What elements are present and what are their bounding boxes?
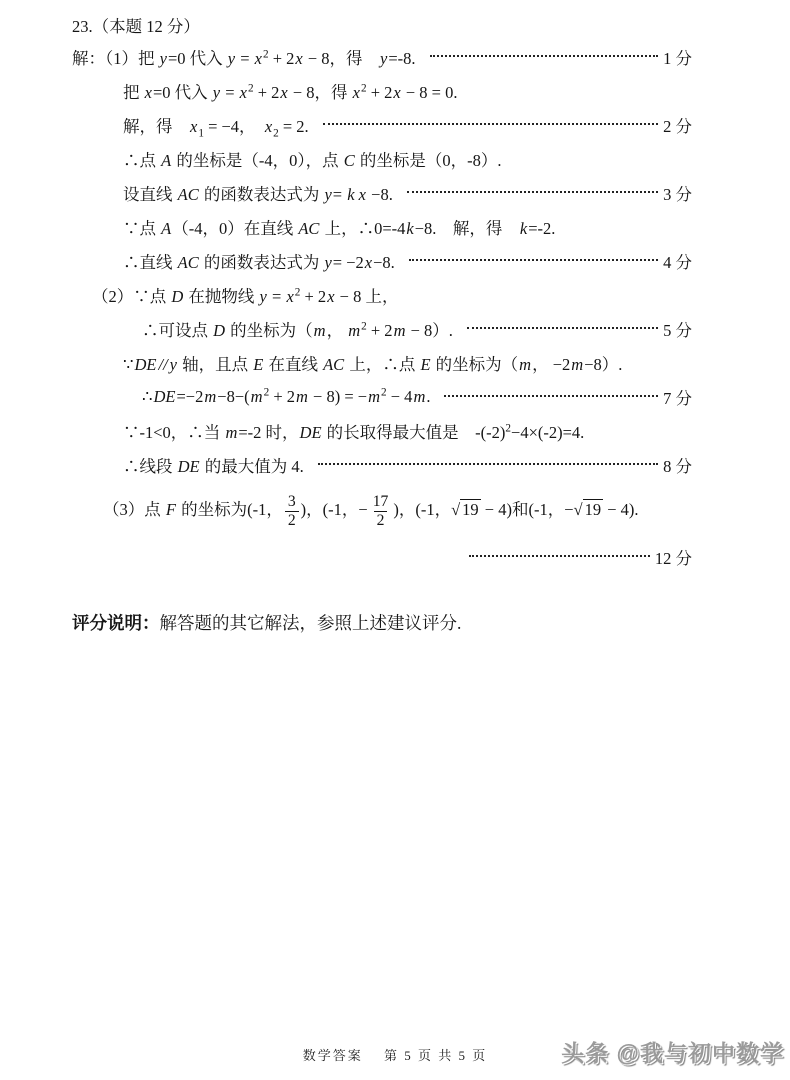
math-variable: // [158, 355, 168, 374]
line-content [123, 215, 555, 239]
math-variable: x [286, 287, 294, 306]
plain-text: − 4 [386, 387, 413, 406]
fraction-denominator: 2 [374, 511, 388, 530]
math-variable: E [253, 355, 264, 374]
score-label: 5 分 [663, 321, 692, 340]
solution-line [123, 414, 692, 448]
math-variable: m [225, 423, 238, 442]
fraction-denominator: 2 [285, 511, 299, 530]
math-variable: D [213, 321, 226, 340]
plain-text: ∴直线 [123, 253, 177, 272]
dotted-leader [407, 191, 658, 193]
plain-text: −8−( [217, 387, 250, 406]
plain-text: − 8 上， [335, 287, 399, 306]
plain-text: 在抛物线 [184, 287, 259, 306]
plain-text: − 4). [603, 499, 639, 519]
math-variable: k [406, 219, 414, 238]
math-variable: AC [298, 219, 320, 238]
watermark: 头条 @我与初中数学 [561, 1040, 784, 1066]
solution-line [142, 380, 692, 414]
plain-text: =-2. [528, 219, 556, 238]
line-content [72, 45, 416, 69]
math-variable: y [259, 287, 267, 306]
plain-text: − 8) = − [308, 387, 368, 406]
plain-text: −8. 解，得 [414, 219, 519, 238]
plain-text: −8. [367, 185, 393, 204]
line-content [123, 453, 304, 477]
dotted-leader [318, 463, 658, 465]
math-variable: m [250, 387, 263, 406]
plain-text: + 2 [366, 321, 393, 340]
solution-line [123, 448, 692, 482]
plain-text: = [332, 185, 347, 204]
plain-text: = [221, 83, 239, 102]
plain-text: + 2 [253, 83, 280, 102]
math-variable: y [212, 83, 221, 102]
plain-text: ， [326, 321, 348, 340]
line-content [123, 79, 458, 103]
footer-page-info: 第 5 页 共 5 页 [384, 1048, 488, 1063]
plain-text: 上，∴0=-4 [320, 219, 406, 238]
problem-header [72, 10, 692, 40]
math-variable: x [327, 287, 335, 306]
math-variable: x [264, 117, 273, 136]
plain-text: = [267, 287, 286, 306]
solution-line [123, 74, 692, 108]
plain-text: ∵-1<0，∴当 [123, 423, 225, 442]
math-variable: x [393, 83, 401, 102]
dotted-leader [323, 123, 658, 125]
plain-text: −4×(-2)=4. [511, 423, 585, 442]
solution-lines [72, 40, 692, 574]
plain-text: （-4，0）在直线 [172, 219, 298, 238]
math-variable: m [296, 387, 308, 406]
superscript: 2 [361, 82, 367, 95]
plain-text: =-2 时， [238, 423, 299, 442]
line-content [123, 249, 395, 273]
dotted-leader [444, 395, 658, 397]
fraction [370, 493, 392, 529]
math-variable: y [169, 355, 177, 374]
math-variable: DE [134, 355, 157, 374]
radical-sign: √ [451, 499, 461, 519]
math-variable: x [352, 83, 360, 102]
solution-line [123, 244, 692, 278]
plain-text: + 2 [300, 287, 327, 306]
plain-text: 的长取得最大值是 -(-2) [322, 423, 506, 442]
math-variable: AC [177, 253, 199, 272]
plain-text: − 8，得 [303, 49, 380, 68]
superscript: 2 [505, 422, 512, 435]
plain-text: 轴，且点 [178, 355, 253, 374]
math-variable: x [239, 83, 247, 102]
plain-text: + 2 [268, 49, 295, 68]
superscript: 2 [247, 82, 254, 95]
math-variable: x [364, 253, 373, 272]
dotted-leader [469, 555, 650, 557]
plain-text: ， −2 [532, 355, 571, 374]
math-variable: x [295, 49, 303, 68]
solution-line [123, 108, 692, 142]
plain-text: = [236, 49, 254, 68]
math-variable: k x [347, 185, 367, 204]
math-variable: m [571, 355, 584, 374]
plain-text: − 4)和(-1，− [480, 499, 574, 519]
plain-text: −8. [373, 253, 395, 272]
math-variable: AC [323, 355, 345, 374]
math-variable: F [165, 499, 176, 519]
math-variable: y [324, 185, 332, 204]
dotted-leader [430, 55, 659, 57]
line-content [123, 419, 584, 443]
plain-text: 的函数表达式为 [199, 185, 324, 204]
plain-text: =−2 [176, 387, 204, 406]
math-variable: D [171, 287, 184, 306]
score-label: 8 分 [663, 457, 692, 476]
score-label: 4 分 [663, 253, 692, 272]
solution-line [142, 312, 692, 346]
plain-text: − 8，得 [288, 83, 352, 102]
footer-doc-title: 数学答案 [302, 1048, 363, 1063]
plain-text: 解，得 [123, 117, 189, 136]
math-variable: y [227, 49, 236, 68]
radicand: 19 [462, 499, 479, 519]
solution-line [123, 346, 692, 380]
solution-line [123, 210, 692, 244]
math-variable: DE [153, 387, 176, 406]
problem-title: 23.（本题 12 分） [72, 17, 200, 36]
math-variable: m [348, 321, 361, 340]
plain-text: ∴线段 [123, 457, 177, 476]
scoring-note [72, 610, 692, 635]
plain-text: ∵ [123, 355, 134, 374]
math-variable: C [343, 151, 355, 170]
solution-line [72, 40, 692, 74]
plain-text: ∵点 [123, 219, 161, 238]
plain-text: + 2 [269, 387, 295, 406]
math-variable: x [280, 83, 288, 102]
math-variable: A [161, 151, 172, 170]
subscript: 2 [273, 127, 279, 140]
plain-text: =0 代入 [167, 49, 227, 68]
line-content [92, 283, 398, 307]
math-variable: AC [177, 185, 199, 204]
plain-text: −8）. [584, 355, 623, 374]
dotted-leader [409, 259, 658, 261]
plain-text: − 8）. [406, 321, 453, 340]
fraction-numerator: 3 [287, 492, 296, 510]
fraction [285, 493, 299, 529]
math-variable: m [393, 321, 406, 340]
plain-text: 的最大值为 4. [200, 457, 304, 476]
math-variable: m [519, 355, 532, 374]
plain-text: 的坐标是（-4，0），点 [172, 151, 343, 170]
fraction-numerator: 17 [372, 492, 389, 510]
sqrt-expression [451, 499, 481, 519]
plain-text: )，(-1， [393, 499, 452, 519]
plain-text: （2）∵点 [92, 287, 171, 306]
solution-line [123, 176, 692, 210]
plain-text: 上，∴点 [345, 355, 420, 374]
plain-text: 把 [123, 83, 144, 102]
superscript: 2 [361, 320, 367, 333]
score-label: 12 分 [654, 549, 692, 568]
math-variable: y [324, 253, 332, 272]
plain-text: ∴点 [123, 151, 161, 170]
math-variable: x [254, 49, 262, 68]
line-content [142, 387, 430, 407]
math-variable: E [420, 355, 431, 374]
solution-line [123, 142, 692, 176]
plain-text: （3）点 [103, 499, 165, 519]
solution-line [455, 540, 692, 574]
superscript: 2 [263, 386, 270, 399]
superscript: 2 [381, 386, 387, 399]
math-variable: A [161, 219, 172, 238]
line-content [142, 317, 453, 341]
math-variable: m [313, 321, 326, 340]
math-variable: y [380, 49, 388, 68]
plain-text: ∴可设点 [142, 321, 213, 340]
score-label: 7 分 [663, 389, 692, 408]
plain-text: )，(-1，− [300, 499, 368, 519]
plain-text: 的坐标为（ [226, 321, 313, 340]
plain-text: . [426, 387, 431, 406]
solution-line [92, 278, 692, 312]
line-content [103, 493, 639, 529]
superscript: 2 [262, 48, 269, 61]
subscript: 1 [198, 127, 204, 140]
plain-text: + 2 [366, 83, 393, 102]
dotted-leader [467, 327, 658, 329]
score-label: 2 分 [663, 117, 692, 136]
plain-text: 的函数表达式为 [199, 253, 324, 272]
math-variable: m [204, 387, 217, 406]
plain-text: − 8 = 0. [401, 83, 458, 102]
plain-text: 的坐标是（0，-8）. [355, 151, 502, 170]
solution-line [103, 482, 692, 540]
plain-text: 设直线 [123, 185, 177, 204]
scoring-note-label: 评分说明： [72, 613, 160, 633]
math-variable: m [413, 387, 426, 406]
math-variable: DE [177, 457, 200, 476]
radical-sign: √ [573, 499, 583, 519]
plain-text: ∴ [142, 387, 153, 406]
line-content [123, 181, 393, 205]
plain-text: =0 代入 [152, 83, 212, 102]
superscript: 2 [294, 286, 301, 299]
plain-text: 解：（1）把 [72, 49, 159, 68]
plain-text: = −2 [332, 253, 364, 272]
math-variable: DE [299, 423, 322, 442]
plain-text: =-8. [388, 49, 416, 68]
radicand: 19 [584, 499, 602, 519]
content-column [72, 10, 692, 635]
line-content [123, 113, 309, 140]
plain-text: = −4， [203, 117, 264, 136]
line-content [123, 147, 501, 171]
math-variable: m [368, 387, 381, 406]
plain-text: 的坐标为（ [431, 355, 519, 374]
scoring-note-text: 解答题的其它解法，参照上述建议评分. [159, 613, 462, 633]
plain-text: 在直线 [264, 355, 323, 374]
score-label: 3 分 [663, 185, 692, 204]
sqrt-expression [574, 499, 604, 519]
score-label: 1 分 [663, 49, 692, 68]
math-variable: x [190, 117, 198, 136]
math-variable: k [519, 219, 528, 238]
math-variable: y [159, 49, 167, 68]
line-content [123, 351, 622, 375]
plain-text: = 2. [278, 117, 309, 136]
math-variable: x [144, 83, 152, 102]
plain-text: 的坐标为(-1， [176, 499, 283, 519]
